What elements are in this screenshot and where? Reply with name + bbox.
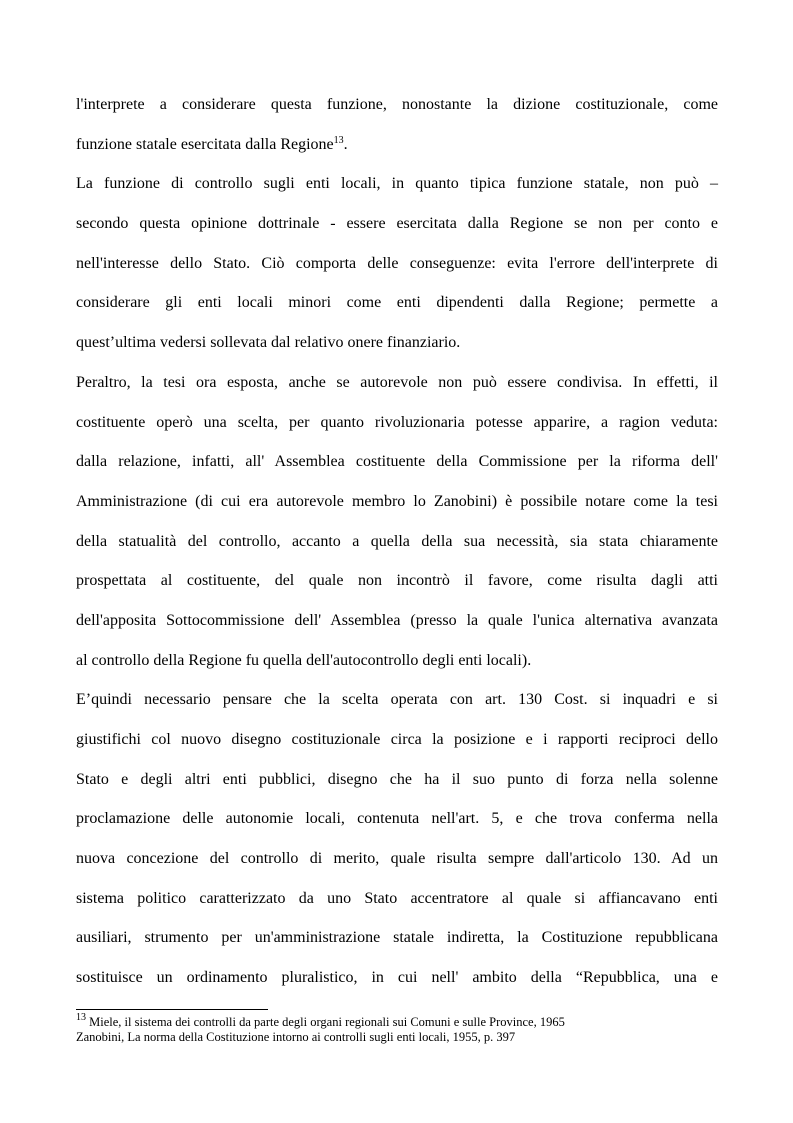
footnote-number: 13 [76,1012,86,1023]
text-line: sostituisce un ordinamento pluralistico, in cui nell' ambito della “Repubblica, una e [76,969,718,987]
main-text [76,88,718,1001]
text-line: al controllo della Regione fu quella dell'autocontrollo degli enti locali). [76,651,532,669]
text-line: quest’ultima vedersi sollevata dal relativo onere finanziario. [76,334,461,352]
footnote-reference: 13 [333,134,344,146]
text-line: costituente operò una scelta, per quanto rivoluzionaria potesse apparire, a ragion veduta: [76,413,718,431]
text-line: dell'apposita Sottocommissione dell' Assemblea (presso la quale l'unica alternativa avanzata [76,611,718,629]
text-line: Amministrazione (di cui era autorevole membro lo Zanobini) è possibile notare come la tesi [76,492,718,510]
footnotes [76,1012,718,1045]
text-line: nuova concezione del controllo di merito, quale risulta sempre dall'articolo 130. Ad un [76,850,718,868]
footnote: Zanobini, La norma della Costituzione intorno ai controlli sugli enti locali, 1955, p. 397 [76,1030,516,1044]
text-line: dalla relazione, infatti, all' Assemblea costituente della Commissione per la riforma dell' [76,453,718,471]
text-line: secondo questa opinione dottrinale - essere esercitata dalla Regione se non per conto e [76,215,718,233]
text-line: prospettata al costituente, del quale non incontrò il favore, come risulta dagli atti [76,572,718,590]
footnote-separator [76,1009,268,1010]
text-line: proclamazione delle autonomie locali, contenuta nell'art. 5, e che trova conferma nella [76,810,718,828]
text-line: l'interprete a considerare questa funzione, nonostante la dizione costituzionale, come [76,96,718,113]
text-line: Peraltro, la tesi ora esposta, anche se autorevole non può essere condivisa. In effetti, il [76,373,718,391]
text-line: giustifichi col nuovo disegno costituzionale circa la posizione e i rapporti reciproci dello [76,731,718,748]
text-line: nell'interesse dello Stato. Ciò comporta delle conseguenze: evita l'errore dell'interprete di [76,254,718,272]
text-line: della statualità del controllo, accanto a quella della sua necessità, sia stata chiaramente [76,532,718,550]
text-line: funzione statale esercitata dalla Regione$^{13}$. [76,134,348,153]
footnote: $^{13}$ Miele, il sistema dei controlli da parte degli organi regionali sui Comuni e sulle Province, 1965 [76,1012,565,1029]
text-line: E’quindi necessario pensare che la scelta operata con art. 130 Cost. si inquadri e si [76,691,718,709]
text-line: La funzione di controllo sugli enti locali, in quanto tipica funzione statale, non può – [76,175,718,193]
text-line: sistema politico caratterizzato da uno Stato accentratore al quale si affiancavano enti [76,889,718,907]
text-line: considerare gli enti locali minori come enti dipendenti dalla Regione; permette a [76,294,718,312]
text-line: ausiliari, strumento per un'amministrazione statale indiretta, la Costituzione repubblicana [76,929,718,947]
text-line: Stato e degli altri enti pubblici, disegno che ha il suo punto di forza nella solenne [76,770,718,788]
